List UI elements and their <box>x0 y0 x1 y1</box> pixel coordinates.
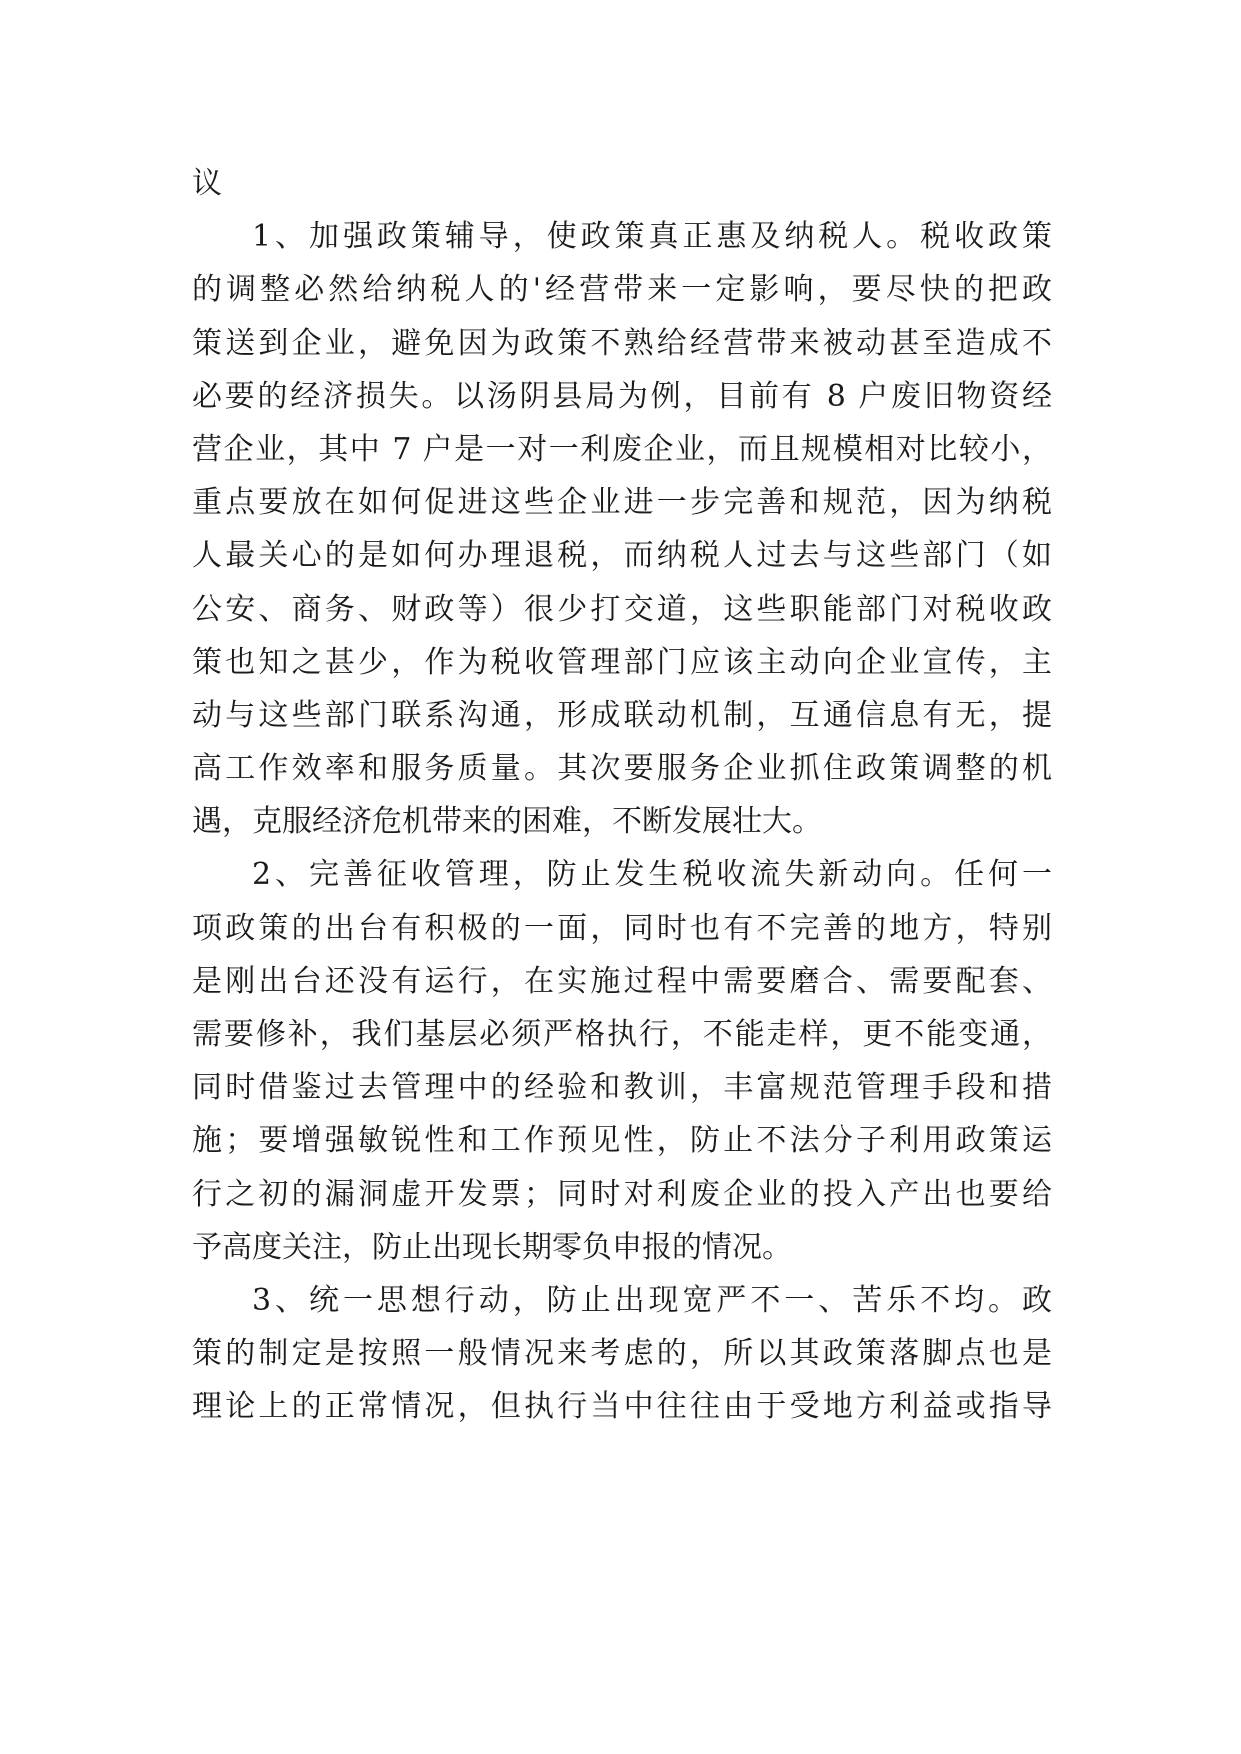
text-line: 行之初的漏洞虚开发票；同时对利废企业的投入产出也要给 <box>192 1176 1052 1212</box>
text-line: 予高度关注，防止出现长期零负申报的情况。 <box>192 1229 792 1265</box>
text-line: 策送到企业，避免因为政策不熟给经营带来被动甚至造成不 <box>192 325 1052 361</box>
text-line: 理论上的正常情况，但执行当中往往由于受地方利益或指导 <box>192 1389 1052 1425</box>
text-line: 营企业，其中 7 户是一对一利废企业，而且规模相对比较小， <box>192 431 1052 467</box>
text-line: 遇，克服经济危机带来的困难，不断发展壮大。 <box>192 804 822 840</box>
text-line: 公安、商务、财政等）很少打交道，这些职能部门对税收政 <box>192 591 1052 627</box>
text-line: 项政策的出台有积极的一面，同时也有不完善的地方，特别 <box>192 910 1052 946</box>
text-line: 动与这些部门联系沟通，形成联动机制，互通信息有无，提 <box>192 697 1052 733</box>
text-line: 策的制定是按照一般情况来考虑的，所以其政策落脚点也是 <box>192 1336 1052 1372</box>
text-line: 同时借鉴过去管理中的经验和教训，丰富规范管理手段和措 <box>192 1070 1052 1106</box>
text-line: 必要的经济损失。以汤阴县局为例，目前有 8 户废旧物资经 <box>192 378 1052 414</box>
text-line: 施；要增强敏锐性和工作预见性，防止不法分子利用政策运 <box>192 1123 1052 1159</box>
text-line: 的调整必然给纳税人的'经营带来一定影响，要尽快的把政 <box>192 272 1052 308</box>
text-line: 人最关心的是如何办理退税，而纳税人过去与这些部门（如 <box>192 538 1052 574</box>
text-line: 高工作效率和服务质量。其次要服务企业抓住政策调整的机 <box>192 751 1052 787</box>
text-line: 重点要放在如何促进这些企业进一步完善和规范，因为纳税 <box>192 485 1052 521</box>
paragraph-3-start-line: 3、统一思想行动，防止出现宽严不一、苦乐不均。政 <box>252 1282 1052 1318</box>
text-line: 策也知之甚少，作为税收管理部门应该主动向企业宣传，主 <box>192 644 1052 680</box>
document-body <box>192 157 1052 1434</box>
paragraph-1-start-line: 1、加强政策辅导，使政策真正惠及纳税人。税收政策 <box>252 219 1052 255</box>
text-line: 需要修补，我们基层必须严格执行，不能走样，更不能变通， <box>192 1017 1052 1052</box>
text-line: 议 <box>192 166 222 201</box>
text-line: 是刚出台还没有运行，在实施过程中需要磨合、需要配套、 <box>192 963 1052 999</box>
paragraph-2-start-line: 2、完善征收管理，防止发生税收流失新动向。任何一 <box>252 857 1052 893</box>
